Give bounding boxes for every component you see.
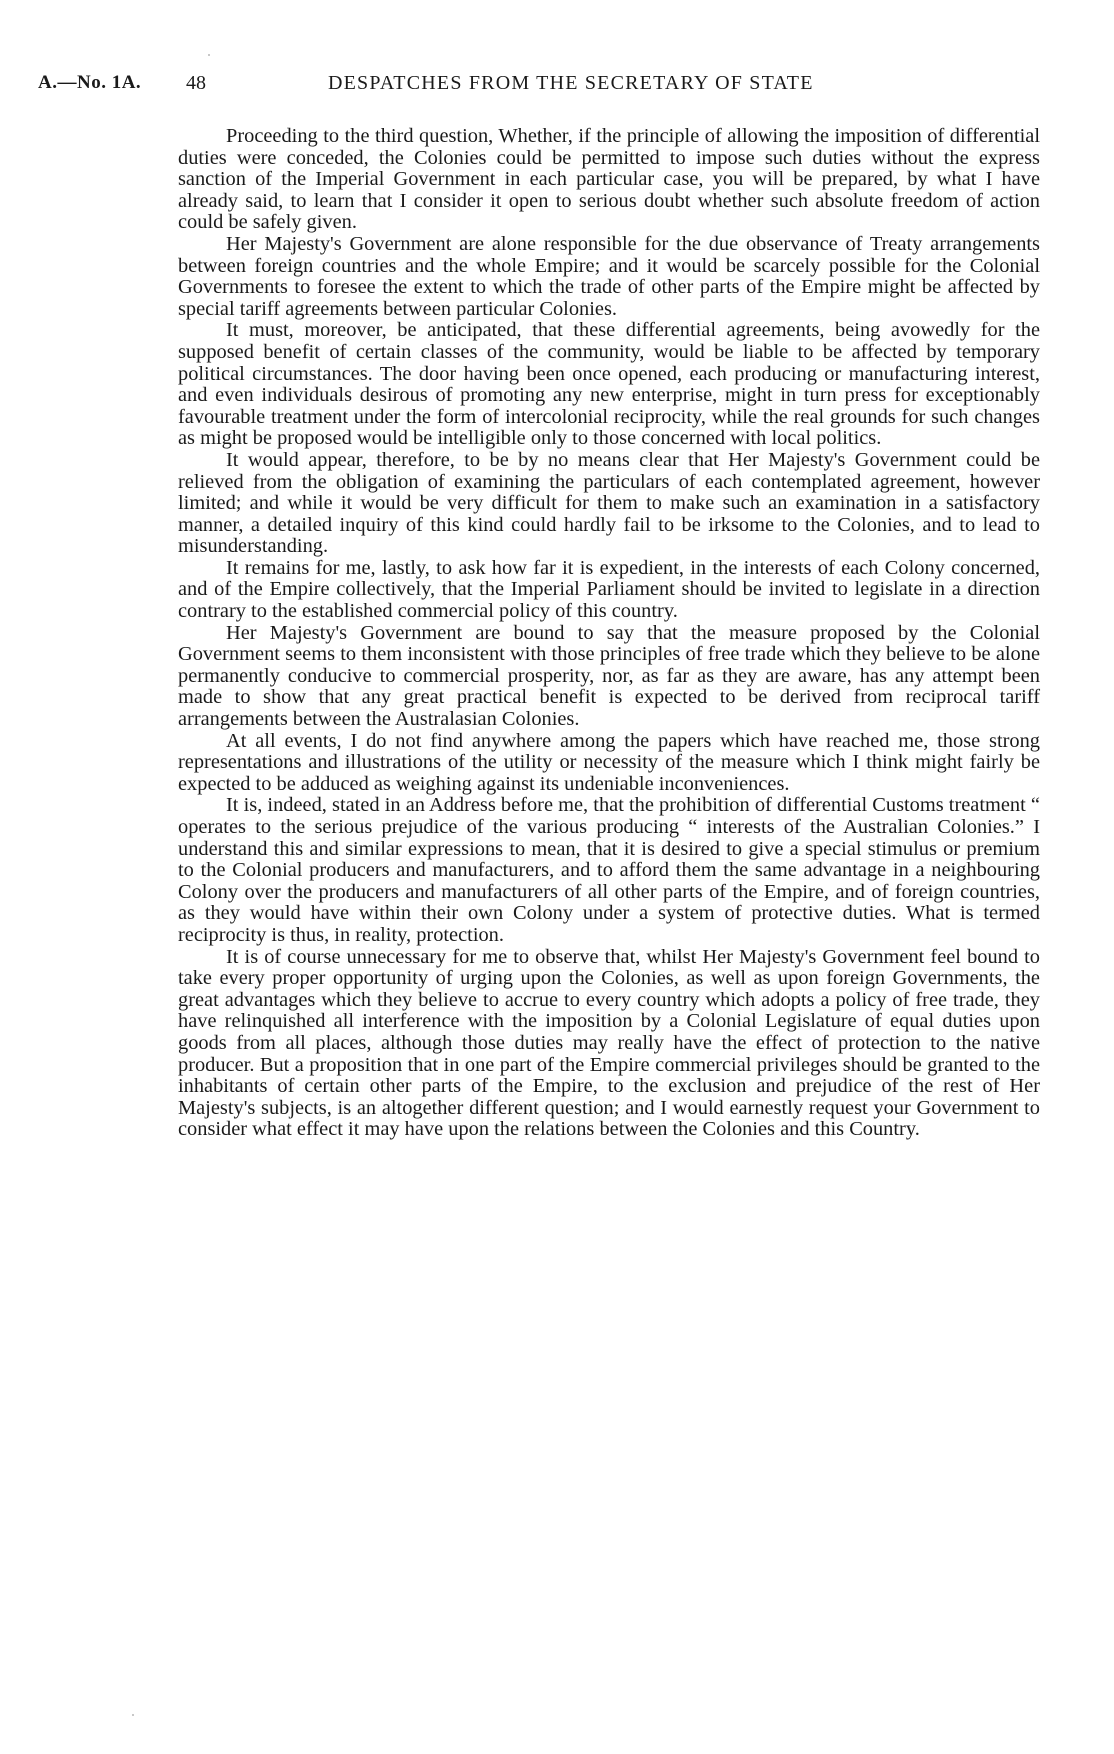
document-reference: A.—No. 1A.	[38, 72, 142, 93]
page-header	[38, 72, 1048, 102]
paragraph-examining-agreements: It would appear, therefore, to be by no means clear that Her Majesty's Government could be relieved from the obligation of examining the particulars of each contemplated agreement, however limited; and while it would be very difficult for them to make such an examination in a satisfactory manner, a detailed inquiry of this kind could hardly fail to be irksome to the Colonies, and to lead to misunderstanding.	[178, 448, 1040, 558]
paragraph-third-question: Proceeding to the third question, Whether, if the principle of allowing the imposition of differential duties were conceded, the Colonies could be permitted to impose such duties without the express sanction of the Imperial Government in each particular case, you will be prepared, by what I have already said, to learn that I consider it open to serious doubt whether such absolute freedom of action could be safely given.	[178, 125, 1040, 234]
paragraph-representations: At all events, I do not find anywhere among the papers which have reached me, those strong representations and illustrations of the utility or necessity of the measure which I think might fairly be expected to be adduced as weighing against its undeniable inconveniences.	[178, 729, 1040, 795]
paragraph-protection: It is, indeed, stated in an Address before me, that the prohibition of differential Customs treatment “ operates to the serious prejudice of the various producing “ interests of the Australian Colonies.” I understand this and similar expressions to mean, that it is desired to give a special stimulus or premium to the Colonial producers and manufacturers, and to afford them the same advantage in a neighbouring Colony over the producers and manufacturers of all other parts of the Empire, and of foreign countries, as they would have within their own Colony under a system of protective duties. What is termed reciprocity is thus, in reality, protection.	[178, 794, 1040, 946]
print-speck	[208, 54, 210, 56]
paragraph-conclusion: It is of course unnecessary for me to observe that, whilst Her Majesty's Government feel bound to take every proper opportunity of urging upon the Colonies, as well as upon foreign Governments, the great advantages which they believe to accrue to every country which adopts a policy of free trade, they have relinquished all interference with the imposition by a Colonial Legislature of equal duties upon goods from all places, although those duties may really have the effect of protection to the native producer. But a proposition that in one part of the Empire commercial privileges should be granted to the inhabitants of certain other parts of the Empire, to the exclusion and prejudice of the rest of Her Majesty's subjects, is an altogether different question; and I would earnestly request your Government to consider what effect it may have upon the relations between the Colonies and this Country.	[178, 945, 1040, 1141]
paragraph-imperial-parliament: It remains for me, lastly, to ask how far it is expedient, in the interests of each Colony concerned, and of the Empire collectively, that the Imperial Parliament should be invited to legislate in a direction contrary to the established commercial policy of this country.	[178, 556, 1040, 623]
running-title: DESPATCHES FROM THE SECRETARY OF STATE	[328, 72, 814, 94]
paragraph-free-trade-principles: Her Majesty's Government are bound to say that the measure proposed by the Colonial Government seems to them inconsistent with those principles of free trade which they believe to be alone permanently conducive to commercial prosperity, nor, as far as they are aware, has any attempt been made to show that any great practical benefit is expected to be derived from reciprocal tariff arrangements between the Australasian Colonies.	[178, 621, 1040, 731]
paragraph-treaty-arrangements: Her Majesty's Government are alone responsible for the due observance of Treaty arrangements between foreign countries and the whole Empire; and it would be scarcely possible for the Colonial Governments to foresee the extent to which the trade of other parts of the Empire might be affected by special tariff agreements between particular Colonies.	[178, 232, 1040, 320]
margin-speck	[132, 1714, 134, 1716]
paragraph-political-circumstances: It must, moreover, be anticipated, that these differential agreements, being avowedly for the supposed benefit of certain classes of the community, would be liable to be affected by temporary political circumstances. The door having been once opened, each producing or manufacturing interest, and even individuals desirous of promoting any new enterprise, might in turn press for exceptionably favourable treatment under the form of intercolonial reciprocity, while the real grounds for such changes as might be proposed would be intelligible only to those concerned with local politics.	[178, 319, 1040, 450]
page-number: 48	[186, 72, 206, 94]
body-text	[178, 126, 1040, 1141]
